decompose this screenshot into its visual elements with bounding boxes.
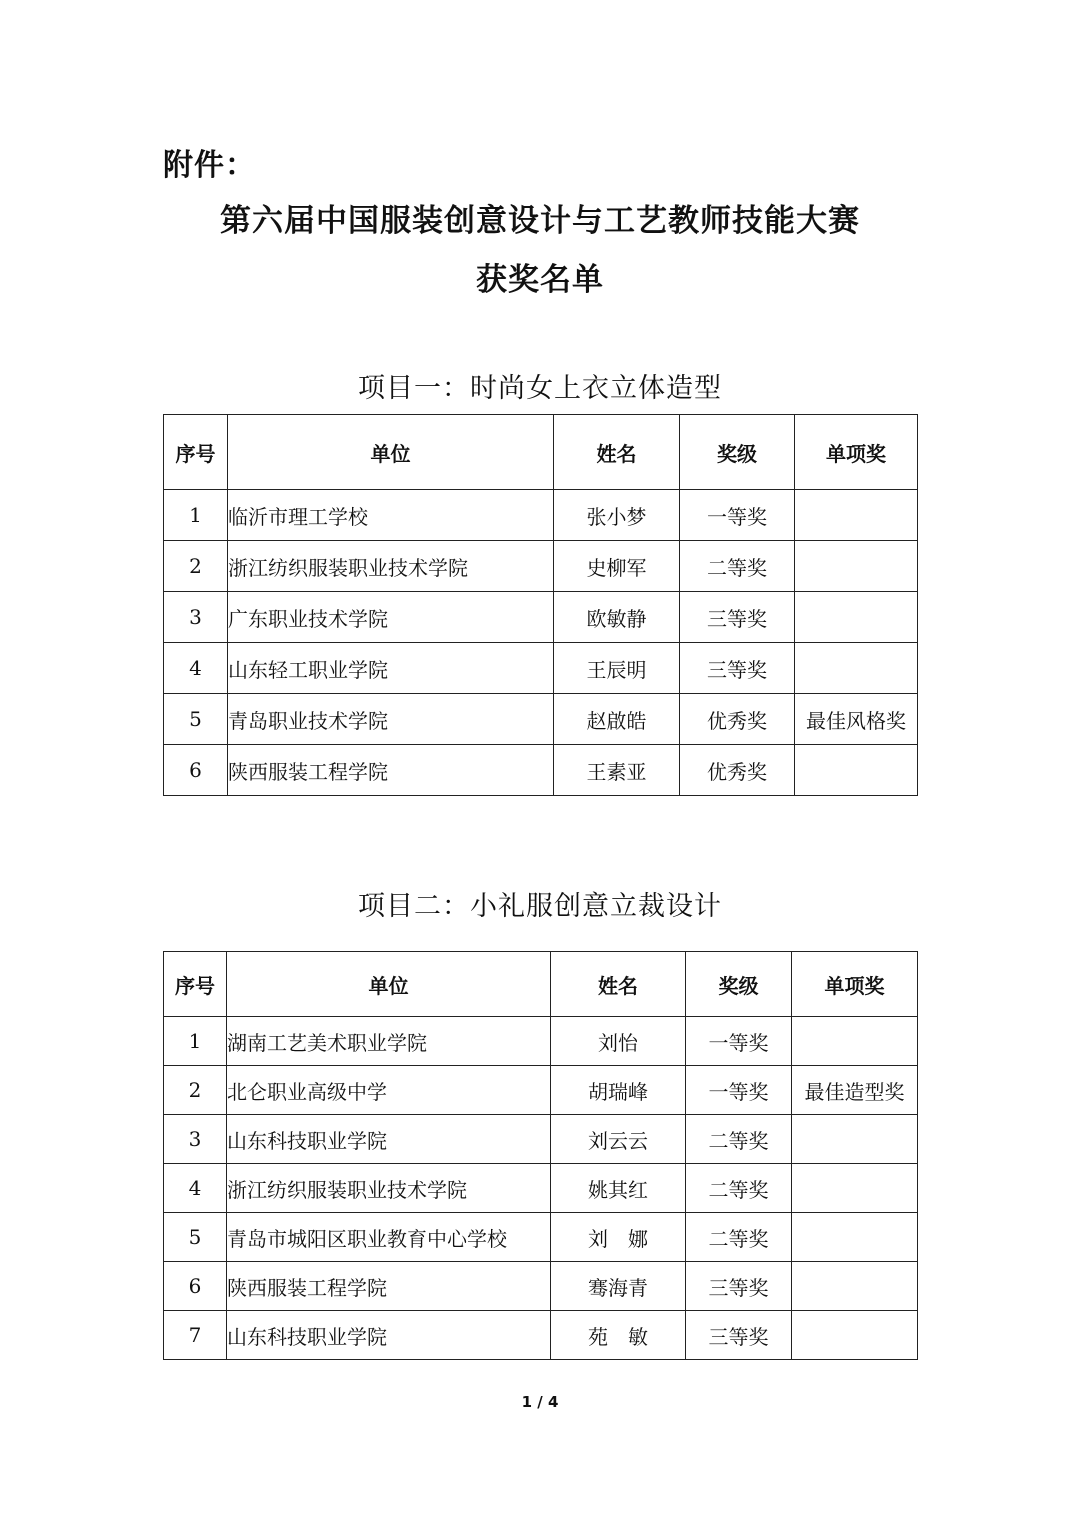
table-row [164, 694, 918, 745]
cell-special [792, 1115, 918, 1164]
cell-unit: 青岛职业技术学院 [228, 694, 554, 745]
column-header-no: 序号 [164, 415, 228, 490]
cell-special [795, 541, 918, 592]
cell-unit: 青岛市城阳区职业教育中心学校 [227, 1213, 551, 1262]
cell-name: 王辰明 [554, 643, 680, 694]
cell-no: 6 [164, 1262, 227, 1311]
cell-name: 史柳军 [554, 541, 680, 592]
cell-special: 最佳风格奖 [795, 694, 918, 745]
cell-name: 刘 娜 [551, 1213, 686, 1262]
cell-no: 5 [164, 1213, 227, 1262]
cell-level: 一等奖 [686, 1066, 792, 1115]
cell-no: 7 [164, 1311, 227, 1360]
cell-special [792, 1311, 918, 1360]
column-header-no: 序号 [164, 952, 227, 1017]
table-row [164, 541, 918, 592]
cell-no: 2 [164, 1066, 227, 1115]
page-number: 1 / 4 [521, 1393, 559, 1411]
cell-special [792, 1262, 918, 1311]
cell-name: 骞海青 [551, 1262, 686, 1311]
cell-no: 4 [164, 643, 228, 694]
cell-no: 5 [164, 694, 228, 745]
table-header-row [164, 952, 918, 1017]
cell-unit: 山东科技职业学院 [227, 1311, 551, 1360]
award-table-project-2 [163, 951, 918, 1360]
award-table-project-1 [163, 414, 918, 796]
cell-unit: 湖南工艺美术职业学院 [227, 1017, 551, 1066]
cell-no: 3 [164, 1115, 227, 1164]
cell-unit: 山东轻工职业学院 [228, 643, 554, 694]
cell-name: 赵啟皓 [554, 694, 680, 745]
column-header-unit: 单位 [228, 415, 554, 490]
column-header-special: 单项奖 [795, 415, 918, 490]
cell-no: 1 [164, 1017, 227, 1066]
section-title-project-2: 项目二：小礼服创意立裁设计 [358, 891, 722, 922]
table-row [164, 1017, 918, 1066]
cell-unit: 北仑职业高级中学 [227, 1066, 551, 1115]
cell-unit: 山东科技职业学院 [227, 1115, 551, 1164]
section-title-project-1: 项目一：时尚女上衣立体造型 [358, 373, 722, 404]
cell-unit: 陕西服装工程学院 [227, 1262, 551, 1311]
document-title: 第六届中国服装创意设计与工艺教师技能大赛 [220, 203, 860, 239]
cell-level: 二等奖 [686, 1115, 792, 1164]
column-header-unit: 单位 [227, 952, 551, 1017]
cell-special [795, 745, 918, 796]
table-row [164, 643, 918, 694]
table-row [164, 490, 918, 541]
cell-special [795, 592, 918, 643]
table-row [164, 592, 918, 643]
cell-level: 三等奖 [686, 1311, 792, 1360]
table-row [164, 1262, 918, 1311]
table-row [164, 745, 918, 796]
cell-special: 最佳造型奖 [792, 1066, 918, 1115]
cell-name: 刘怡 [551, 1017, 686, 1066]
column-header-name: 姓名 [551, 952, 686, 1017]
cell-level: 三等奖 [680, 592, 795, 643]
cell-special [792, 1164, 918, 1213]
attachment-label: 附件： [163, 148, 256, 183]
cell-name: 王素亚 [554, 745, 680, 796]
cell-no: 1 [164, 490, 228, 541]
cell-unit: 浙江纺织服装职业技术学院 [227, 1164, 551, 1213]
cell-level: 二等奖 [680, 541, 795, 592]
cell-special [792, 1213, 918, 1262]
table-row [164, 1115, 918, 1164]
cell-name: 刘云云 [551, 1115, 686, 1164]
cell-name: 欧敏静 [554, 592, 680, 643]
cell-name: 张小梦 [554, 490, 680, 541]
cell-level: 三等奖 [686, 1262, 792, 1311]
document-subtitle: 获奖名单 [476, 262, 604, 298]
cell-level: 三等奖 [680, 643, 795, 694]
table-row [164, 1164, 918, 1213]
cell-unit: 临沂市理工学校 [228, 490, 554, 541]
table-row [164, 1066, 918, 1115]
table-header-row [164, 415, 918, 490]
table-row [164, 1213, 918, 1262]
cell-unit: 广东职业技术学院 [228, 592, 554, 643]
cell-level: 一等奖 [686, 1017, 792, 1066]
cell-name: 胡瑞峰 [551, 1066, 686, 1115]
column-header-special: 单项奖 [792, 952, 918, 1017]
cell-unit: 浙江纺织服装职业技术学院 [228, 541, 554, 592]
cell-special [795, 490, 918, 541]
cell-level: 优秀奖 [680, 694, 795, 745]
column-header-name: 姓名 [554, 415, 680, 490]
column-header-level: 奖级 [686, 952, 792, 1017]
cell-no: 6 [164, 745, 228, 796]
cell-level: 一等奖 [680, 490, 795, 541]
cell-special [795, 643, 918, 694]
cell-special [792, 1017, 918, 1066]
cell-unit: 陕西服装工程学院 [228, 745, 554, 796]
column-header-level: 奖级 [680, 415, 795, 490]
cell-no: 3 [164, 592, 228, 643]
cell-no: 2 [164, 541, 228, 592]
cell-no: 4 [164, 1164, 227, 1213]
cell-name: 姚其红 [551, 1164, 686, 1213]
table-row [164, 1311, 918, 1360]
cell-name: 苑 敏 [551, 1311, 686, 1360]
cell-level: 优秀奖 [680, 745, 795, 796]
cell-level: 二等奖 [686, 1213, 792, 1262]
cell-level: 二等奖 [686, 1164, 792, 1213]
